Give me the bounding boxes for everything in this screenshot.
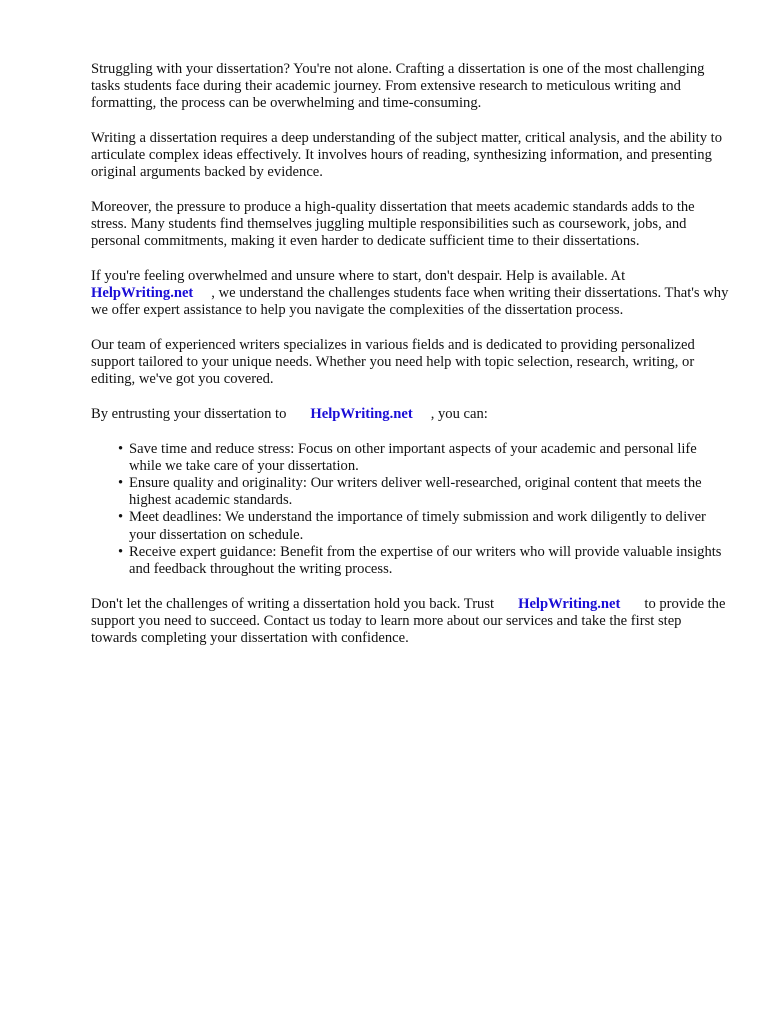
paragraph-team: Our team of experienced writers specializes in various fields and is dedicated to providing personalized support tailored to your unique needs. Whether you need help with topic selection, research, writing, or editing, we've got you covered.	[91, 337, 695, 388]
helpwriting-link-2[interactable]: HelpWriting.net	[310, 406, 413, 422]
benefit-text: Receive expert guidance: Benefit from the expertise of our writers who will provide valuable insights and feedback throughout the writing process.	[129, 543, 722, 578]
paragraph-closing-text-before: Don't let the challenges of writing a dissertation hold you back. Trust	[91, 595, 495, 612]
list-item	[118, 543, 731, 578]
paragraph-help-available	[91, 268, 731, 320]
benefits-list	[91, 441, 731, 579]
paragraph-intro: Struggling with your dissertation? You're not alone. Crafting a dissertation is one of the most challenging tasks students face during their academic journey. From extensive research to meticulous writing and formatting, the process can be overwhelming and time-consuming.	[91, 61, 705, 112]
paragraph-help-text-before: If you're feeling overwhelmed and unsure where to start, don't despair. Help is available. At	[91, 268, 626, 284]
benefit-text: Save time and reduce stress: Focus on other important aspects of your academic and personal life while we take care of your dissertation.	[129, 440, 697, 474]
document-body	[91, 61, 731, 665]
bullet-icon: •	[118, 475, 124, 491]
paragraph-pressure: Moreover, the pressure to produce a high-quality dissertation that meets academic standards adds to the stress. Many students find themselves juggling multiple responsibilities such as coursework, jobs, and personal commitments, making it even harder to dedicate sufficient time to their dissertations.	[91, 199, 695, 250]
list-item	[118, 475, 731, 509]
benefit-text: Ensure quality and originality: Our writers deliver well-researched, original content that meets the highest academic standards.	[129, 475, 702, 509]
paragraph-entrusting	[91, 406, 731, 423]
helpwriting-link-3[interactable]: HelpWriting.net	[518, 595, 621, 612]
paragraph-help-text-after: , we understand the challenges students face when writing their dissertations. That's why we offer expert assistance to help you navigate the complexities of the dissertation process.	[91, 285, 729, 319]
paragraph-entrusting-text-before: By entrusting your dissertation to	[91, 406, 287, 422]
paragraph-closing	[91, 596, 731, 648]
helpwriting-link-1[interactable]: HelpWriting.net	[91, 285, 194, 302]
paragraph-entrusting-text-after: , you can:	[430, 406, 488, 422]
bullet-icon: •	[118, 543, 124, 560]
list-item	[118, 440, 731, 475]
paragraph-requirements: Writing a dissertation requires a deep understanding of the subject matter, critical analysis, and the ability to articulate complex ideas effectively. It involves hours of reading, synthesizing information, and presenting original arguments backed by evidence.	[91, 130, 723, 181]
paragraph-closing-text-after: to provide the support you need to succeed. Contact us today to learn more about our services and take the first step towards completing your dissertation with confidence.	[91, 595, 726, 647]
bullet-icon: •	[118, 440, 124, 457]
list-item	[118, 509, 731, 543]
benefit-text: Meet deadlines: We understand the importance of timely submission and work diligently to deliver your dissertation on schedule.	[129, 509, 706, 543]
bullet-icon: •	[118, 509, 124, 526]
